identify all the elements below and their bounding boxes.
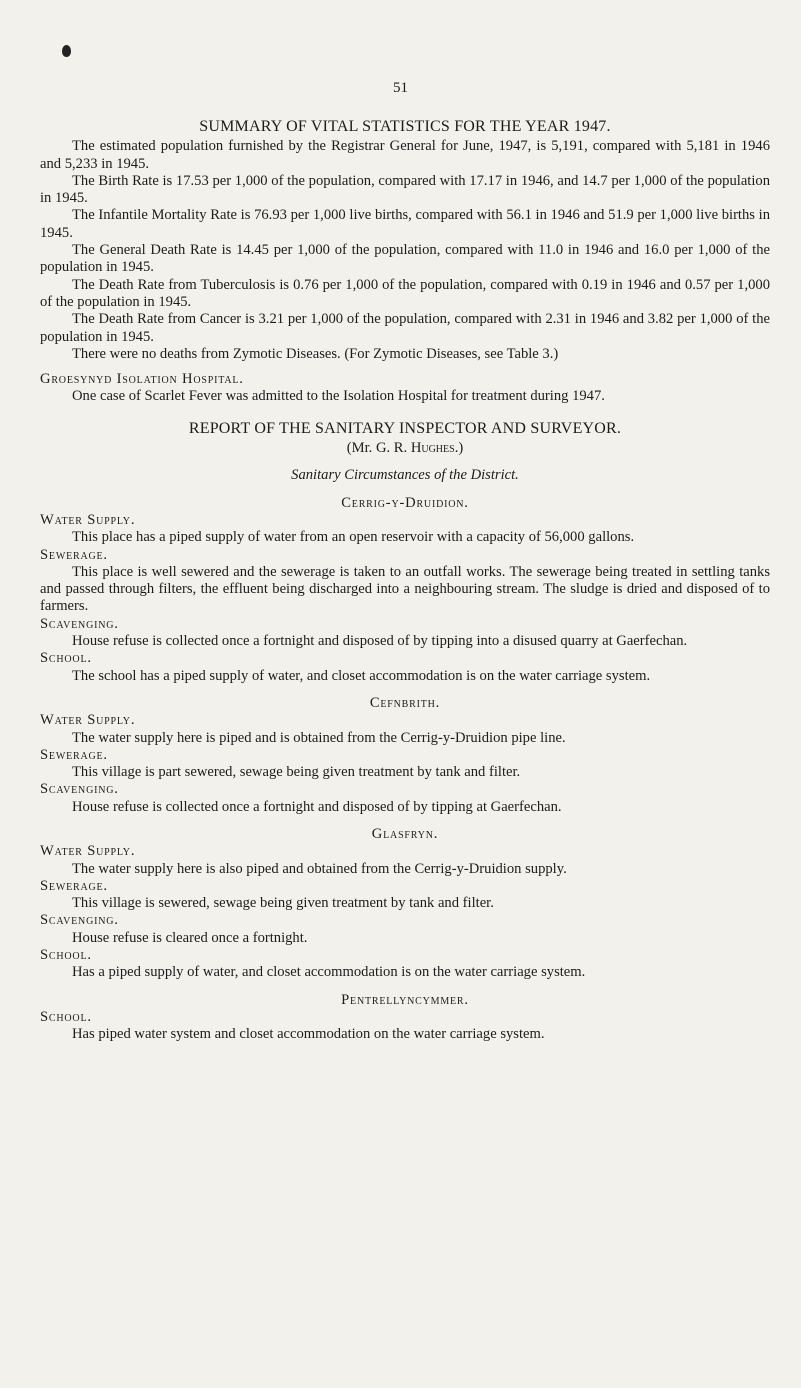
summary-infant-mortality: The Infantile Mortality Rate is 76.93 per 1,000 live births, compared with 56.1 in 1946 and 51.9 per 1,000 live births in 1945. xyxy=(40,207,770,241)
report-title: REPORT OF THE SANITARY INSPECTOR AND SURVEYOR. xyxy=(188,419,622,437)
cefn-water-text: The water supply here is piped and is obtained from the Cerrig-y-Druidion pipe line. xyxy=(72,729,566,746)
cerrig-water-text: This place has a piped supply of water from an open reservoir with a capacity of 56,000 gallons. xyxy=(72,529,635,546)
report-author-prefix: (Mr. G. R. xyxy=(346,440,411,457)
pent-school-heading: School. xyxy=(40,1008,92,1025)
summary-title: SUMMARY OF VITAL STATISTICS FOR THE YEAR 1947. xyxy=(199,118,611,135)
glas-scavenging-heading: Scavenging. xyxy=(40,912,119,929)
glas-scavenging-text: House refuse is cleared once a fortnight. xyxy=(72,929,308,946)
cerrig-sewerage-heading: Sewerage. xyxy=(40,546,108,563)
cerrig-school-heading: School. xyxy=(40,650,92,667)
pent-school-text: Has piped water system and closet accommodation on the water carriage system. xyxy=(72,1026,545,1043)
cefn-scavenging-text: House refuse is collected once a fortnight and disposed of by tipping at Gaerfechan. xyxy=(72,798,562,815)
cefn-water-heading: Water Supply. xyxy=(40,712,136,729)
summary-birth-rate: The Birth Rate is 17.53 per 1,000 of the population, compared with 17.17 in 1946, and 14.7 per 1,000 of the population in 1945. xyxy=(40,172,770,207)
page-number: 51 xyxy=(393,80,408,96)
glas-school-heading: School. xyxy=(40,947,92,964)
cerrig-sewerage-text: This place is well sewered and the sewerage is taken to an outfall works. The sewerage being treated in settling tanks and passed through filters, the effluent being discharged into a neighbouring stream. The sludge is dried and disposed of to farmers. xyxy=(40,563,770,615)
summary-population: The estimated population furnished by the Registrar General for June, 1947, is 5,191, compared with 5,181 in 1946 and 5,233 in 1945. xyxy=(40,138,770,172)
report-author-suffix: .) xyxy=(454,440,464,457)
place-pentrellyncymmer: Pentrellyncymmer. xyxy=(341,991,469,1008)
report-subtitle: Sanitary Circumstances of the District. xyxy=(291,467,519,484)
place-cefnbrith: Cefnbrith. xyxy=(369,694,441,711)
cerrig-scavenging-text: House refuse is collected once a fortnight and disposed of by tipping into a disused quarry at Gaerfechan. xyxy=(72,633,688,650)
hospital-text: One case of Scarlet Fever was admitted to the Isolation Hospital for treatment during 1947. xyxy=(72,388,605,405)
report-author-surname: Hughes xyxy=(410,440,455,457)
cefn-sewerage-text: This village is part sewered, sewage being given treatment by tank and filter. xyxy=(72,764,521,781)
report-author xyxy=(40,440,770,457)
summary-tuberculosis: The Death Rate from Tuberculosis is 0.76 per 1,000 of the population, compared with 0.19 in 1946 and 0.57 per 1,000 of the population in 1945. xyxy=(40,276,770,310)
glas-school-text: Has a piped supply of water, and closet accommodation is on the water carriage system. xyxy=(72,964,586,981)
summary-cancer: The Death Rate from Cancer is 3.21 per 1,000 of the population, compared with 2.31 in 1946 and 3.82 per 1,000 of the population in 1945. xyxy=(40,311,770,345)
glas-sewerage-heading: Sewerage. xyxy=(40,877,108,894)
cerrig-water-heading: Water Supply. xyxy=(40,511,136,528)
summary-death-rate: The General Death Rate is 14.45 per 1,000 of the population, compared with 11.0 in 1946 and 16.0 per 1,000 of the population in 1945. xyxy=(40,242,770,276)
cerrig-school-text: The school has a piped supply of water, and closet accommodation is on the water carriage system. xyxy=(72,667,651,684)
glas-water-heading: Water Supply. xyxy=(40,843,136,860)
hospital-heading: Groesynyd Isolation Hospital. xyxy=(40,371,244,388)
place-cerrig-y-druidion: Cerrig-y-Druidion. xyxy=(341,494,469,511)
summary-zymotic: There were no deaths from Zymotic Diseases. (For Zymotic Diseases, see Table 3.) xyxy=(72,345,559,362)
place-glasfryn: Glasfryn. xyxy=(371,825,439,842)
cefn-scavenging-heading: Scavenging. xyxy=(40,781,119,798)
glas-water-text: The water supply here is also piped and obtained from the Cerrig-y-Druidion supply. xyxy=(72,860,567,877)
page-content xyxy=(40,110,770,1044)
glas-sewerage-text: This village is sewered, sewage being given treatment by tank and filter. xyxy=(72,895,494,912)
cefn-sewerage-heading: Sewerage. xyxy=(40,746,108,763)
ink-blot xyxy=(62,45,71,57)
cerrig-scavenging-heading: Scavenging. xyxy=(40,615,119,632)
